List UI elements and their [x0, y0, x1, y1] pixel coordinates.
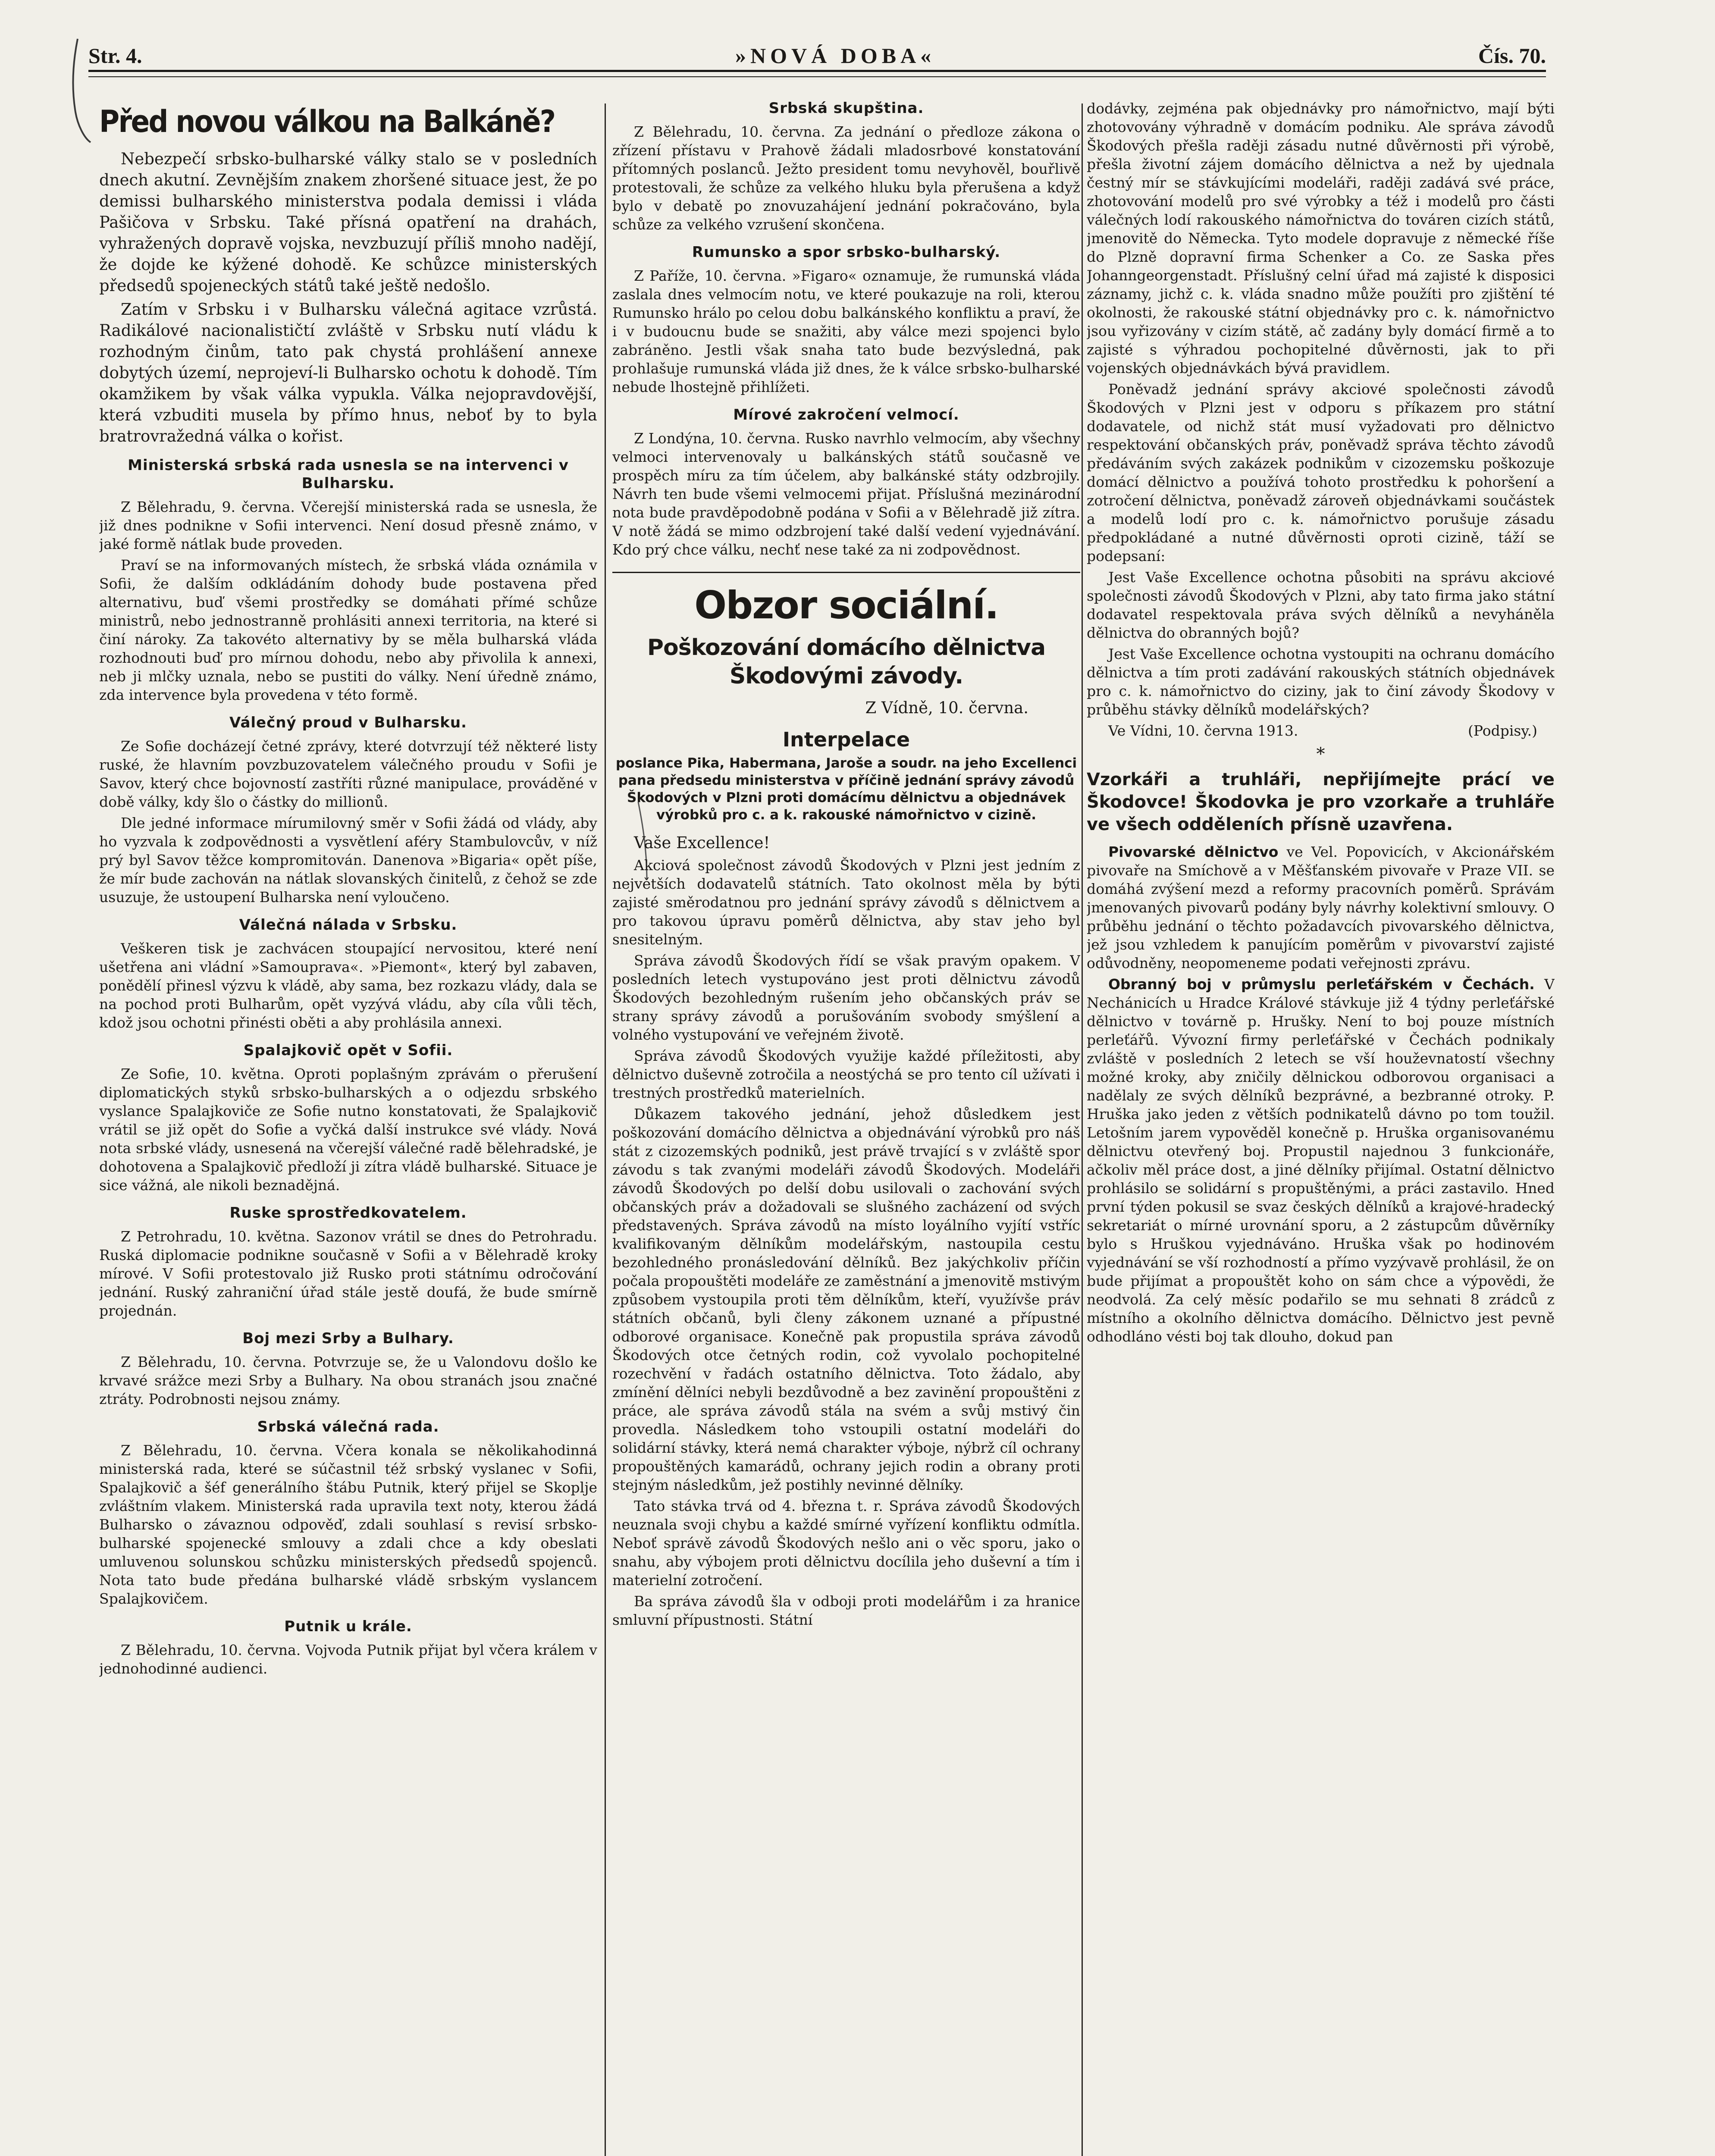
paragraph: Akciová společnost závodů Škodových v Plzni jest jedním z největších dodavatelů státních. Tato okolnost měla by býti zajisté směrodatnou pro jednání správy závodů s dělnictvem a pro takovou úpravu poměrů dělnictva, aby stav jeho byl snesitelným.	[612, 857, 1080, 948]
article-continuation	[1087, 99, 1555, 1346]
paragraph: Důkazem takového jednání, jehož důsledkem jest poškozování domácího dělnictva a objednávání výrobků pro náš stát z cizozemských podniků, jest právě trvající s v zvláště spor závodu s tak zvanými modeláři závodů Škodových. Modeláři závodů Škodových po delší dobu usilovali o zachování svých občanských práv a dožadovali se slušného zacházení od svých představených. Správa závodů na místo loyálního vyjítí vstříc kvalifikovaným dělníkům modelářským, nastoupila cestu bezohledného pronásledování dělníků. Bez jakýchkoliv příčin počala propouštěti modeláře ze zaměstnání a jmenovitě mstivým způsobem vystoupila proti těm dělníkům, kteří, využívše práv státních občanů, byli členy zákonem uznané a přípustné odborové organisace. Konečně pak propustila správa závodů Škodových otce četných rodin, což vyvolalo pochopitelné rozechvění v řadách ostatního dělnictva. Toto žádalo, aby zmínění dělníci nebyli bezdůvodně a bez zavinění propouštěni z práce, ale správa závodů stála na svém a svůj mstivý čin provedla. Následkem toho vstoupili ostatní modeláři do solidární stávky, která nemá charakter výboje, nýbrž cíl ochrany propouštěných kamarádů, ochrany jejich rodin a obrany proti stejným následkům, jež postihly nevinné dělníky.	[612, 1106, 1080, 1493]
news-section	[99, 1204, 597, 1320]
interpelace-subtitle: poslance Pika, Habermana, Jaroše a soudr. na jeho Excellenci pana předsedu ministerstva v příčině jednání správy závodů Škodových v Plzni proti domácímu dělnictvu a objednávek výrobků pro c. a k. rakouské námořnictvo v cizině.	[615, 755, 1077, 823]
paragraph: Ba správa závodů šla v odboji proti modelářům i za hranice smluvní přípustnosti. Státní	[612, 1593, 1080, 1628]
signature: (Podpisy.)	[1468, 722, 1537, 739]
section-heading: Boj mezi Srby a Bulhary.	[242, 1330, 454, 1347]
interpelace-heading: Interpelace	[782, 728, 910, 751]
column-divider	[1082, 103, 1083, 2156]
masthead	[88, 41, 1546, 71]
signature-line	[1087, 721, 1555, 740]
paragraph: Z Paříže, 10. června. »Figaro« oznamuje, že rumunská vláda zaslala dnes velmocím notu, ve které poukazuje na roli, kterou Rumunsko hrálo po celou dobu balkánského konfliktu a praví, že i v budoucnu bude se snažiti, aby válce mezi spojenci bylo zabráněno. Jestli však snaha tato bude bezvýsledná, pak prohlašuje rumunská vláda již dnes, že k válce srbsko-bulharské nebude lhostejně přihlížeti.	[612, 267, 1080, 395]
dateline: Z Vídně, 10. června.	[865, 699, 1028, 717]
pearl-lead: Obranný boj v průmyslu perleťářském v Čechách.	[1108, 976, 1535, 993]
section-separator	[612, 572, 1080, 573]
intro-paragraph: Zatím v Srbsku i v Bulharsku válečná agitace vzrůstá. Radikálové nacionalističtí zvláště v Srbsku nutí vládu k rozhodným činům, tato pak chystá prohlášení annexe dobytých území, neprojeví-li Bulharsko ochotu k dohodě. Tím okamžikem by však válka vypukla. Válka nejopravdovější, která vzbuditi musela by přímo hnus, neboť by to byla bratrovražedná válka o kořist.	[99, 300, 597, 445]
masthead-rule	[88, 70, 1546, 77]
paragraph: Z Bělehradu, 10. června. Vojvoda Putnik přijat byl včera králem v jednohodinné audienci.	[99, 1642, 597, 1677]
column-1	[99, 99, 597, 2156]
paragraph: Tato stávka trvá od 4. března t. r. Správa závodů Škodových neuznala svoji chybu a každé smírné vyřízení konfliktu odmítla. Neboť správě závodů Škodových nešlo ani o věc sporu, jako o snahu, aby výbojem proti dělnictvu docílila jeho duševní a tím i materielní zotročení.	[612, 1498, 1080, 1589]
news-section	[612, 99, 1080, 234]
paragraph: Poněvadž jednání správy akciové společnosti závodů Škodových v Plzni jest v odporu s příkazem pro státní dodavatele, od nichž stát musí vyžadovati pro dělnictvo respektování občanských práv, poněvadž správa těchto závodů předáváním svých zakázek podnikům v cizozemsku poškozuje domácí dělnictvo a používá tohoto prostředku k pohoršení a zotročení dělnictva, poněvadž zároveň objednávkami součástek a modelů lodí pro c. k. námořnictvo porušuje zásadu předpokládané a nutné důvěrnosti oproti cizině, táží se podepsaní:	[1087, 381, 1555, 564]
column-2	[612, 99, 1080, 2156]
social-heading: Obzor sociální.	[694, 583, 998, 627]
paragraph: Praví se na informovaných místech, že srbská vláda oznámila v Sofii, že dalším odkládáním dohody bude postavena před alternativu, buď všemi prostředky se domáhati přímé schůze ministrů, nebo jednostranně prohlásiti annexi territoria, na které si činí nároky. Za takovéto alternativy by se měla bulharská vláda rozhodnouti buď pro mírnou dohodu, nebo aby přivolila k annexi, neb ji mlčky uznala, nebo se pustiti do války. Není úředně známo, zda intervence byla provedena v této formě.	[99, 557, 597, 703]
paragraph: Z Bělehradu, 9. června. Včerejší ministerská rada se usnesla, že již dnes podnikne v Sofii intervenci. Není dosud přesně známo, v jaké formě nátlak bude proveden.	[99, 498, 597, 552]
news-section	[99, 456, 597, 704]
paragraph: Ze Sofie, 10. května. Oproti poplašným zprávám o přerušení diplomatických styků srbsko-bulharských a o odjezdu srbského vyslance Spalajkoviče ze Sofie nutno konstatovati, že Spalajkovič vrátil se již opět do Sofie a vyčká další instrukce své vlády. Nová nota srbské vlády, usnesená na včerejší válečné radě bělehradské, je dohotovena a Spalajkovič předloží ji zítra vládě bulharské. Situace je sice vážná, ale nikoli beznadějná.	[99, 1065, 597, 1194]
paragraph: Z Bělehradu, 10. června. Včera konala se několikahodinná ministerská rada, které se súčastnil též srbský vyslanec v Sofii, Spalajkovič a šéf generálního štábu Putnik, který přijel se Skoplje zvláštním vlakem. Ministerská rada upravila text noty, kterou žádá Bulharsko o závaznou odpověď, zdali souhlasí s revisí srbsko-bulharské spojenecké smlouvy a zdali chce a kdy obeslati umluvenou solunskou schůzku ministerských předsedů spojenců. Nota tato bude předána bulharské vládě srbským vyslancem Spalajkovičem.	[99, 1442, 597, 1607]
news-section	[99, 916, 597, 1032]
star-divider: *	[1316, 744, 1325, 764]
section-heading: Válečný proud v Bulharsku.	[229, 714, 467, 731]
section-heading: Válečná nálada v Srbsku.	[239, 916, 458, 934]
news-section	[99, 1041, 597, 1194]
question-paragraph: Jest Vaše Excellence ochotna působiti na správu akciové společnosti závodů Škodových v Plzni, aby tato firma jako státní dodavatel respektovala práva svých dělníků a nevyháněla dělnictva do obranných bojů?	[1087, 569, 1555, 641]
brewery-lead: Pivovarské dělnictvo	[1108, 843, 1279, 860]
section-heading: Rumunsko a spor srbsko-bulharský.	[692, 244, 1001, 261]
section-heading: Mírové zakročení velmocí.	[733, 406, 959, 423]
intro-paragraph: Nebezpečí srbsko-bulharské války stalo se v posledních dnech akutní. Zevnějším znakem zhoršené situace jest, že po demissi bulharského ministerstva podala demissi i vláda Pašičova v Srbsku. Také přísná opatření na drahách, vyhražených dopravě vojska, nevzbuzují příliš mnoho nadějí, že dojde ke kýžené dohodě. Ke schůzce ministerských předsedů spojeneckých států také ještě nedošlo.	[99, 150, 597, 295]
section-heading: Spalajkovič opět v Sofii.	[243, 1042, 453, 1059]
paragraph: Dle jedné informace mírumilovný směr v Sofii žádá od vlády, aby ho vyzvala k zodpovědnosti a vysvětlení aféry Stambulovcův, v níž prý byl Savov těžce kompromitován. Danenova »Bigaria« opět píše, že mír bude zachován na nátlak slovanských činitelů, z čehož se zde usuzuje, že ustoupení Bulharska není vyloučeno.	[99, 815, 597, 906]
column-divider	[605, 103, 606, 2156]
paragraph: Správa závodů Škodových řídí se však pravým opakem. V posledních letech vystupováno jest proti dělnictvu závodů Škodových bezohledným rušením jeho občanských práv se strany správy závodů a porušováním svobody smýšlení a volného vystupování ve veřejném životě.	[612, 952, 1080, 1043]
pencil-mark-icon	[65, 34, 99, 147]
news-section	[99, 1418, 597, 1608]
pearl-text: V Nechánicích u Hradce Králové stávkuje již 4 týdny perleťářské dělnictvo v továrně p. Hrušky. Není to boj pouze místních perleťářů. Vývozní firmy perleťářské v Čechách podnikaly zvláště v posledních 2 letech se vší houževnatostí všechny možné kroky, aby zničily dělnickou odborovou organisaci a nadělaly ze svých dělníků bezprávné, a bezbranné otroky. P. Hruška jako jeden z větších podnikatelů dávno po tom toužil. Letošním jarem vypověděl konečně p. Hruška organisovanému dělnictvu otevřený boj. Propustil najednou 3 funkcionáře, ačkoliv měl práce dost, a jiné dělníky přijímal. Ostatní dělnictvo prohlásilo se solidární s propuštěnými, a práci zastavilo. Hned první týden pokusil se svaz českých dělníků a krajové-hradecký sekretariát o mírné urovnání sporu, a 2 zástupcům důvěrníky bylo s Hruškou vyjednáváno. Hruška však po hodinovém vyjednávání se vší rozhodností a přímo vyzývavě prohlásil, že on bude přijímat a propouštět koho on sám chce a výpovědi, že neodvolá. Za celý měsíc podařilo se mu sehnati 8 zrádců z místního a okolního dělnictva domácího. Dělnictvo jest pevně odhodláno vésti boj tak dlouho, dokud pan	[1087, 976, 1555, 1345]
news-section	[612, 243, 1080, 396]
paragraph: Ze Sofie docházejí četné zprávy, které dotvrzují též některé listy ruské, že hlavním povzbuzovatelem válečného proudu v Sofii je Savov, který chce bojovností zastříti různé manipulace, prováděné v době války, kdy šlo o částky do millionů.	[99, 738, 597, 810]
article-body	[612, 856, 1080, 1629]
paragraph: Správa závodů Škodových využije každé příležitosti, aby dělnictvo duševně zotročila a neostýchá se pro tento cíl užívati i trestných prostředků materielních.	[612, 1047, 1080, 1101]
column-3	[1087, 99, 1555, 2156]
paragraph: Z Petrohradu, 10. května. Sazonov vrátil se dnes do Petrohradu. Ruská diplomacie podnikne současně v Sofii a v Bělehradě kroky mírové. V Sofii protestovalo již Rusko proti státnímu odročování jednání. Ruský zahraniční úřad stále jestě doufá, že bude smírně projednán.	[99, 1228, 597, 1319]
pearl-paragraph	[1087, 975, 1555, 1346]
issue-number: Čís. 70.	[1478, 44, 1546, 68]
headline: Před novou válkou na Balkáně?	[99, 104, 555, 139]
brewery-text: ve Vel. Popovicích, v Akcionářském pivovaře na Smíchově a v Měšťanském pivovaře v Praze VII. se domáhá zvýšení mezd a reformy pracovních poměrů. Správám jmenovaných pivovarů podány byly návrhy kolektivní smlouvy. O průběhu jednání o těchto požadavcích pivovarského dělnictva, jež jsou vzhledem k panujícím poměrům v pivovarství zajisté odůvodněny, neopomeneme podati veřejnosti zprávu.	[1087, 843, 1555, 971]
paragraph: Z Bělehradu, 10. června. Potvrzuje se, že u Valondovu došlo ke krvavé srážce mezi Srby a Bulhary. Na obou stranách jsou značné ztráty. Podrobnosti nejsou známy.	[99, 1354, 597, 1407]
newspaper-title: »NOVÁ DOBA«	[735, 44, 936, 68]
news-section	[99, 1617, 597, 1678]
brewery-paragraph	[1087, 843, 1555, 972]
signature-place: Ve Vídni, 10. června 1913.	[1108, 722, 1298, 739]
news-section	[612, 406, 1080, 559]
news-section	[99, 1329, 597, 1408]
salutation: Vaše Excellence!	[634, 834, 770, 852]
section-heading: Srbská válečná rada.	[257, 1418, 439, 1435]
section-heading: Ruske sprostředkovatelem.	[229, 1204, 467, 1222]
paragraph: Z Bělehradu, 10. června. Za jednání o předloze zákona o zřízení přístavu v Prahově žádali mladosrbové konstatování přítomných poslanců. Ježto president tomu nevyhověl, bouřlivě protestovali, že schůze za velkého hluku byla přerušena a když bylo v debatě po znovuzahájení jednání pokračováno, byla schůze za velkého vzrušení skončena.	[612, 123, 1080, 233]
article-title: Poškozování domácího dělnictva Škodovými závody.	[647, 635, 1046, 689]
notice-headline: Vzorkáři a truhláři, nepřijímejte prácí ve Škodovce! Škodovka je pro vzorkaře a truhláře ve všech odděleních přísně uzavřena.	[1087, 770, 1555, 834]
section-heading: Ministerská srbská rada usnesla se na intervenci v Bulharsku.	[128, 457, 569, 492]
page-number: Str. 4.	[88, 44, 142, 68]
section-heading: Srbská skupština.	[768, 100, 924, 117]
question-paragraph: Jest Vaše Excellence ochotna vystoupiti na ochranu domácího dělnictva a tím proti zadávání rakouských státních objednávek pro c. k. námořnictvo do ciziny, jak to činí závody Škodovy v průběhu stávky dělníků modelářských?	[1087, 646, 1555, 718]
paragraph: Z Londýna, 10. června. Rusko navrhlo velmocím, aby všechny velmoci intervenovaly u balkánských států současně ve prospěch míru za tím účelem, aby balkánské státy odzbrojily. Návrh ten bude všemi velmocemi přijat. Příslušná mezinárodní nota bude pravděpodobně podána v Sofii a v Bělehradě již zítra. V notě žádá se mimo odzbrojení také další vedení vyjednávání. Kdo prý chce válku, nechť nese také za ni zodpovědnost.	[612, 430, 1080, 558]
paragraph: dodávky, zejména pak objednávky pro námořnictvo, mají býti zhotovovány výhradně v domácím podniku. Ale správa závodů Škodových přešla raději zásadu nutné důvěrnosti při výrobě, přešla životní zájem domácího dělnictva a než by ujednala čestný mír se stávkujícími modeláři, raději zadává své práce, zhotovování modelů pro své výrobky a též i modelů pro části válečných lodí rakouského námořnictva do továren cizích států, jmenovitě do Německa. Tyto modele dopravuje z německé říše do Plzně dopravní firma Schenker a Co. ze Saska přes Johanngeorgenstadt. Příslušný celní úřad má zajisté k disposici záznamy, jichž c. k. vláda snadno může použíti pro zjištění té okolnosti, že rakouské státní objednávky pro c. k. námořnictvo jsou vyřizovány v cizím státě, ač zadány byly domácí firmě a to zajisté s výhradou pochopitelné důvěrnosti, jak to při vojenských objednávkách bývá pravidlem.	[1087, 100, 1555, 376]
news-section	[99, 714, 597, 906]
section-heading: Putnik u krále.	[284, 1618, 412, 1635]
paragraph: Veškeren tisk je zachvácen stoupající nervositou, které není ušetřena ani vládní »Samouprava«. »Piemont«, který byl zabaven, ponědělí přinesl výzvu k vládě, aby sama, bez rozkazu vlády, dala se na pochod proti Bulharům, opět vyzývá vládu, aby cíla vůli těch, kdož jsou ochotni přinésti oběti a aby prohlásila annexi.	[99, 940, 597, 1031]
